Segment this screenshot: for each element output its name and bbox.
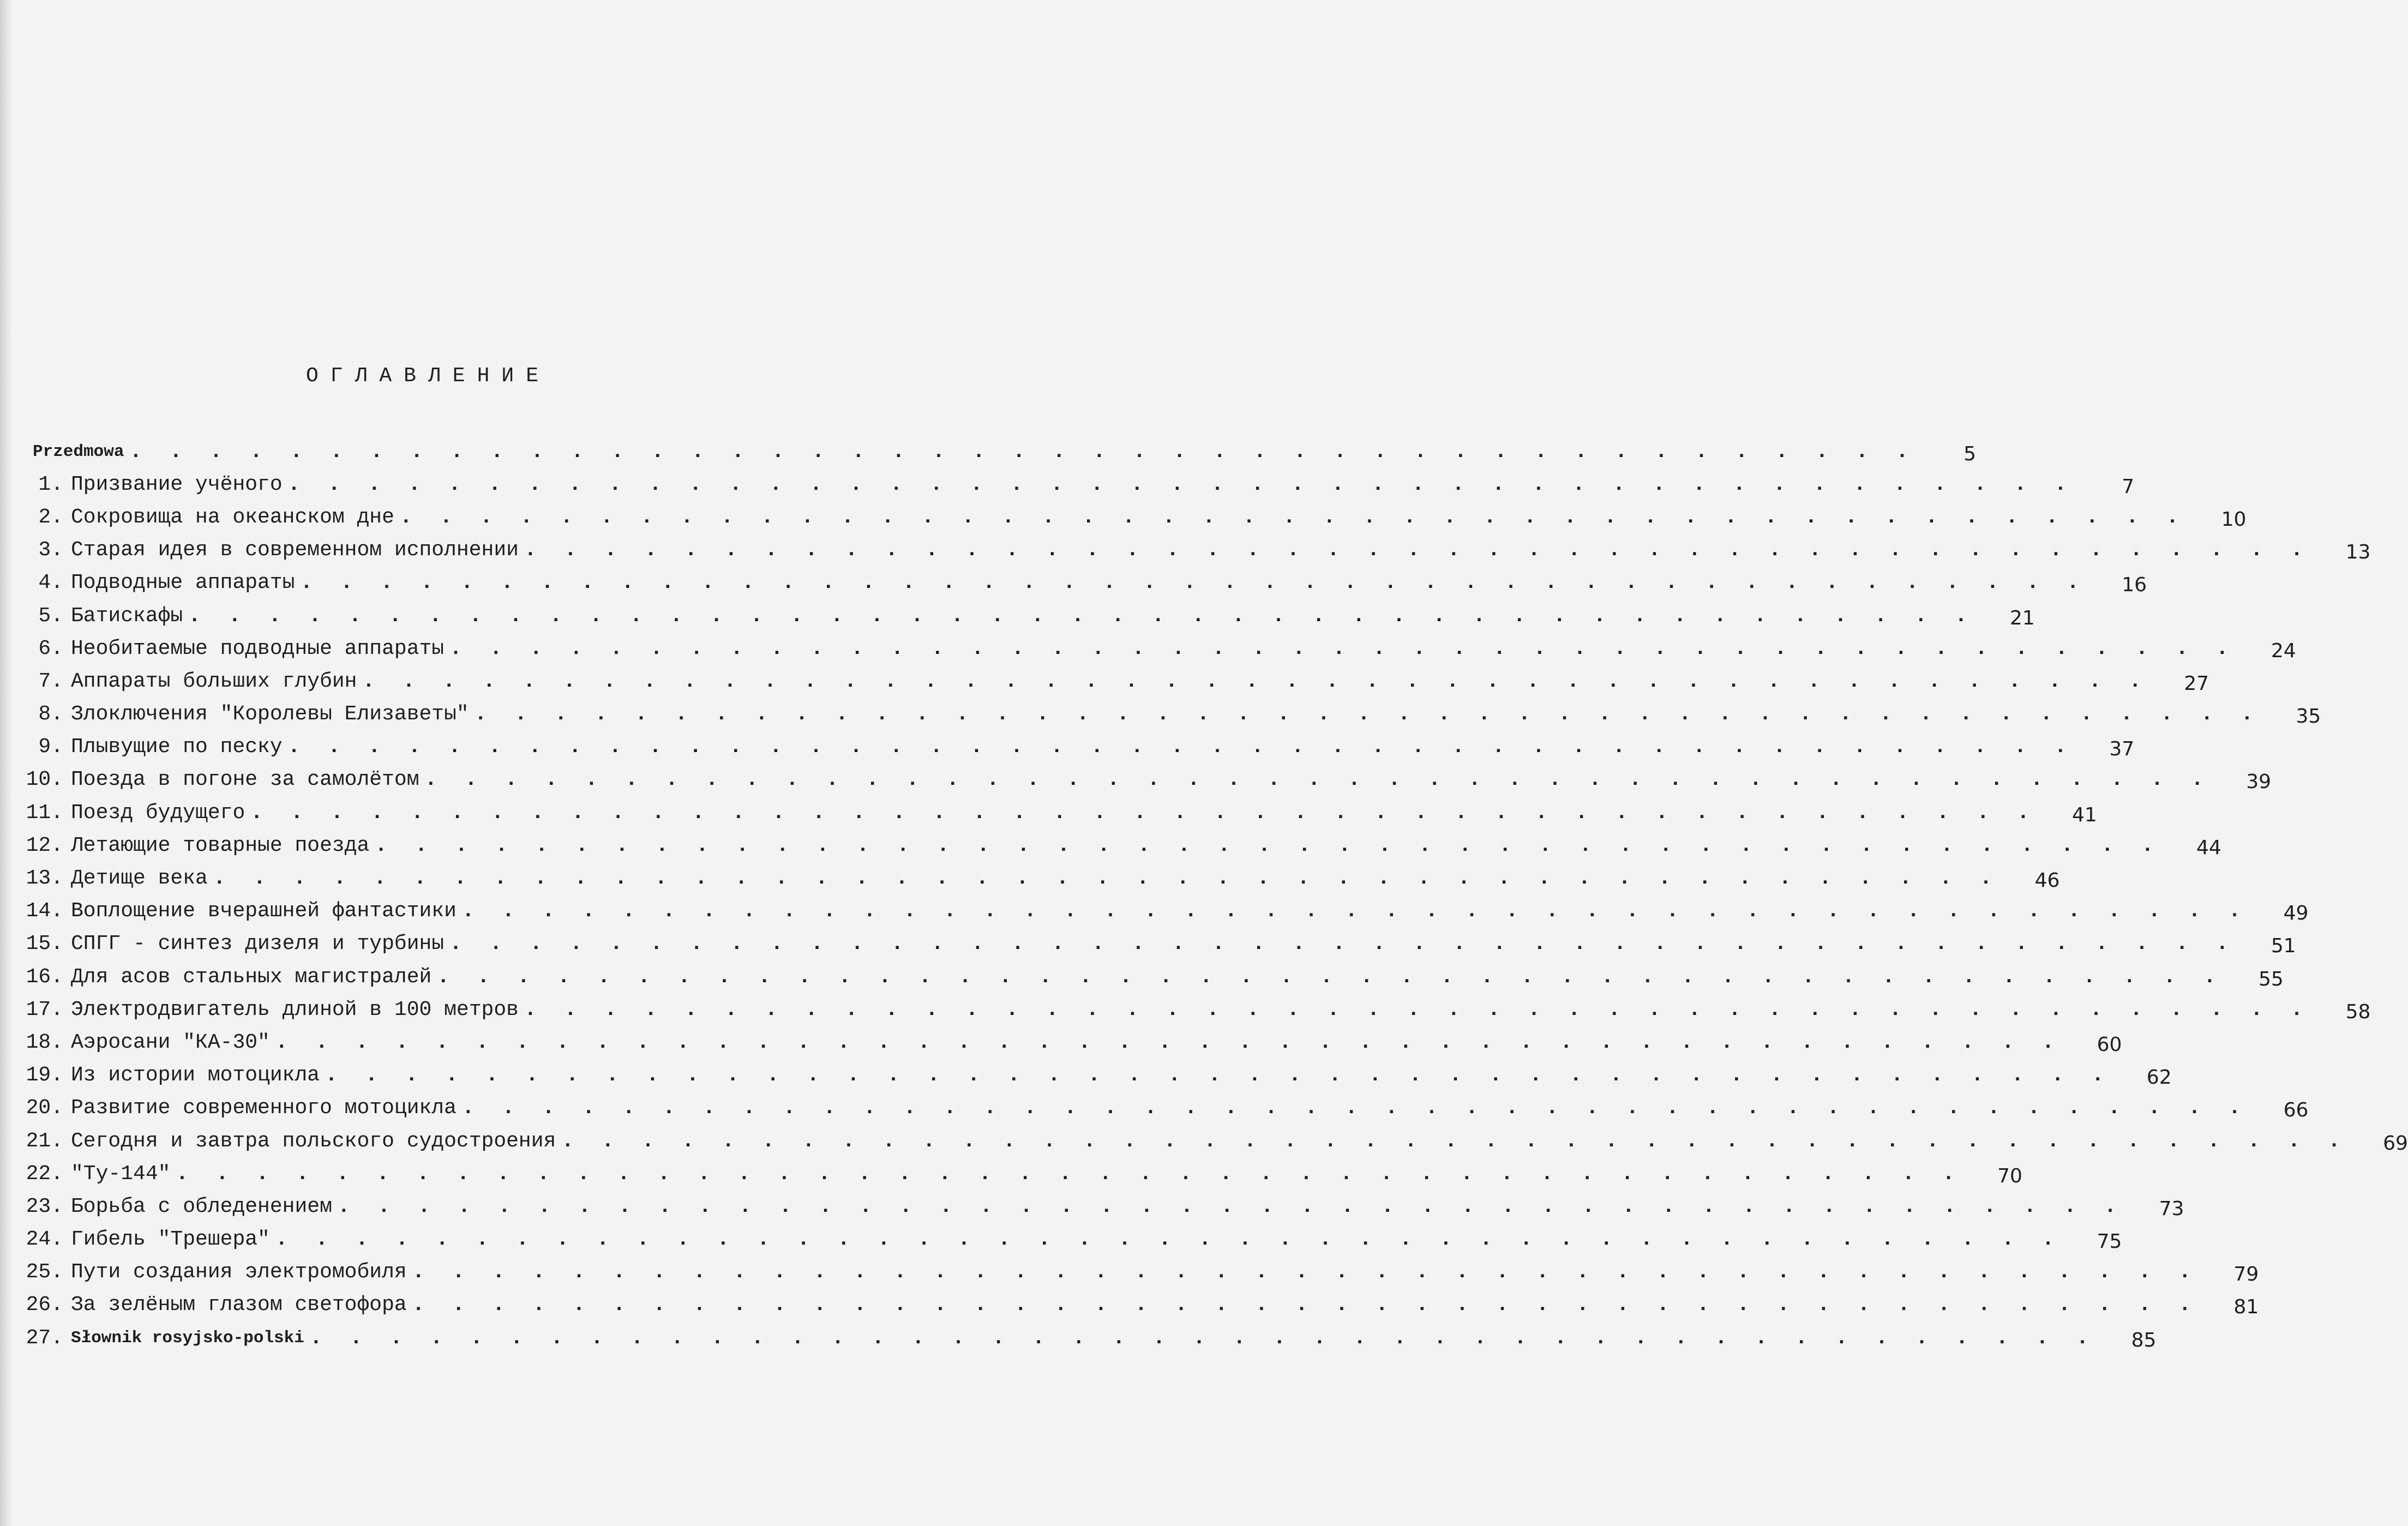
toc-row[interactable] [16,632,2296,665]
toc-page-number: 62 [2146,1066,2172,1089]
toc-title: Сокровища на океанском дне [71,505,394,529]
toc-title: Борьба с обледенением [71,1194,332,1218]
toc-row[interactable] [16,1059,2172,1092]
toc-row[interactable] [16,1026,2122,1059]
toc-row[interactable] [16,599,2035,632]
toc-title: Плывущие по песку [71,735,283,759]
toc-leader-dots: . . . . . . . . . . . . . . . . . . . . . . . . . . . . . . . . . . . . . . . . . . . . . [188,604,1975,628]
toc-number: 19. [26,1064,63,1088]
toc-number: 4. [38,571,63,595]
toc-title: Подводные аппараты [71,571,295,595]
toc-number: 8. [38,702,63,726]
toc-row[interactable] [16,731,2135,764]
toc-page-number: 13 [2345,541,2371,564]
toc-row[interactable] [16,1289,2259,1321]
toc-leader-dots: . . . . . . . . . . . . . . . . . . . . . . . . . . . . . . . . . . . . . . . . . . . . . [275,1030,2062,1054]
toc-leader-dots: . . . . . . . . . . . . . . . . . . . . . . . . . . . . . . . . . . . . . . . . . . . . . [250,801,2037,825]
toc-number: 10. [26,768,63,792]
toc-row[interactable] [16,928,2296,960]
toc-leader-dots: . . . . . . . . . . . . . . . . . . . . . . . . . . . . . . . . . . . . . . . . . . . . . [213,867,2000,891]
toc-row[interactable] [16,1092,2309,1125]
toc-title: Аэросани "КА-30" [71,1030,270,1054]
toc-number: 17. [26,998,63,1022]
toc-number: 16. [26,965,63,989]
toc-title: Необитаемые подводные аппараты [71,636,445,660]
toc-leader-dots: . . . . . . . . . . . . . . . . . . . . . . . . . . . . . . . . . . . . . . . . . . . . . [449,636,2236,660]
toc-number: 1. [38,472,63,496]
toc-title: Злоключения "Королевы Елизаветы" [71,702,469,726]
toc-row[interactable] [16,1125,2408,1157]
toc-title: Поезд будущего [71,801,245,825]
toc-number: 24. [26,1228,63,1252]
toc-row[interactable] [16,895,2309,928]
toc-page-number: 73 [2159,1197,2184,1220]
toc-page-number: 70 [1997,1164,2022,1187]
toc-leader-dots: . . . . . . . . . . . . . . . . . . . . . . . . . . . . . . . . . . . . . . . . . . . . . [524,998,2311,1022]
toc-title: Поезда в погоне за самолётом [71,768,419,792]
toc-leader-dots: . . . . . . . . . . . . . . . . . . . . . . . . . . . . . . . . . . . . . . . . . . . . . [287,735,2075,759]
toc-row[interactable] [16,993,2371,1026]
toc-title: "Ту-144" [71,1162,171,1186]
toc-page-number: 58 [2345,1000,2371,1023]
toc-number: 2. [38,505,63,529]
toc-row[interactable] [16,1256,2259,1289]
toc-number: 20. [26,1096,63,1120]
toc-row[interactable] [16,1223,2122,1256]
toc-row[interactable] [16,1190,2184,1223]
toc-leader-dots: . . . . . . . . . . . . . . . . . . . . . . . . . . . . . . . . . . . . . . . . . . . . . [309,1326,2097,1350]
toc-number: 23. [26,1194,63,1218]
toc-row[interactable] [16,534,2371,567]
toc-page-number: 79 [2233,1263,2259,1286]
toc-page-number: 5 [1963,442,1976,465]
toc-leader-dots: . . . . . . . . . . . . . . . . . . . . . . . . . . . . . . . . . . . . . . . . . . . . . [300,571,2087,595]
toc-page-number: 24 [2271,639,2296,662]
toc-leader-dots: . . . . . . . . . . . . . . . . . . . . . . . . . . . . . . . . . . . . . . . . . . . . . [412,1260,2199,1284]
toc-row[interactable] [16,567,2147,599]
toc-leader-dots: . . . . . . . . . . . . . . . . . . . . . . . . . . . . . . . . . . . . . . . . . . . . . [176,1162,1962,1186]
toc-leader-dots: . . . . . . . . . . . . . . . . . . . . . . . . . . . . . . . . . . . . . . . . . . . . . [275,1228,2062,1252]
toc-number: 18. [26,1030,63,1054]
toc-number: 3. [38,538,63,562]
toc-page-number: 44 [2196,836,2221,859]
toc-leader-dots: . . . . . . . . . . . . . . . . . . . . . . . . . . . . . . . . . . . . . . . . . . . . . [129,440,1916,464]
toc-number: 15. [26,932,63,956]
toc-row[interactable] [16,829,2221,862]
toc-row[interactable] [16,501,2247,533]
toc-page-number: 66 [2283,1099,2309,1122]
toc-page-number: 39 [2246,771,2272,794]
toc-page-number: 81 [2233,1296,2259,1319]
toc-number: 13. [26,867,63,891]
toc-page-number: 51 [2271,935,2296,958]
toc-leader-dots: . . . . . . . . . . . . . . . . . . . . . . . . . . . . . . . . . . . . . . . . . . . . . [561,1129,2348,1153]
toc-row[interactable] [16,796,2097,829]
toc-leader-dots: . . . . . . . . . . . . . . . . . . . . . . . . . . . . . . . . . . . . . . . . . . . . . [424,768,2212,792]
toc-title: Батискафы [71,604,183,628]
toc-page-number: 35 [2296,705,2321,728]
toc-title: Сегодня и завтра польского судостроения [71,1129,556,1153]
toc-number: 7. [38,669,63,693]
toc-title: Для асов стальных магистралей [71,965,432,989]
toc-leader-dots: . . . . . . . . . . . . . . . . . . . . . . . . . . . . . . . . . . . . . . . . . . . . . [437,965,2224,989]
toc-leader-dots: . . . . . . . . . . . . . . . . . . . . . . . . . . . . . . . . . . . . . . . . . . . . . [474,702,2261,726]
toc-page-number: 27 [2184,672,2209,695]
toc-page-number: 21 [2009,606,2035,629]
toc-page-number: 69 [2383,1132,2408,1155]
toc-title: Развитие современного мотоцикла [71,1096,457,1120]
toc-leader-dots: . . . . . . . . . . . . . . . . . . . . . . . . . . . . . . . . . . . . . . . . . . . . . [449,932,2236,956]
toc-row[interactable] [16,764,2272,796]
toc-page-number: 49 [2283,902,2309,925]
toc-number: 11. [26,801,63,825]
toc-page-number: 41 [2071,803,2097,826]
toc-page-number: 46 [2034,869,2060,892]
toc-page-number: 16 [2122,574,2147,597]
toc-leader-dots: . . . . . . . . . . . . . . . . . . . . . . . . . . . . . . . . . . . . . . . . . . . . . [399,505,2187,529]
toc-row[interactable] [16,468,2135,501]
toc-number: 21. [26,1129,63,1153]
toc-title: Электродвигатель длиной в 100 метров [71,998,519,1022]
toc-number: 9. [38,735,63,759]
toc-leader-dots: . . . . . . . . . . . . . . . . . . . . . . . . . . . . . . . . . . . . . . . . . . . . . [412,1293,2199,1317]
toc-page-number: 7 [2122,475,2135,498]
toc-leader-dots: . . . . . . . . . . . . . . . . . . . . . . . . . . . . . . . . . . . . . . . . . . . . . [375,833,2161,857]
toc-leader-dots: . . . . . . . . . . . . . . . . . . . . . . . . . . . . . . . . . . . . . . . . . . . . . [287,472,2075,496]
toc-number: 25. [26,1260,63,1284]
toc-number: 5. [38,604,63,628]
toc-row[interactable] [16,960,2284,993]
toc-number: 12. [26,833,63,857]
toc-row[interactable] [16,1157,2022,1190]
toc-title: Аппараты больших глубин [71,669,357,693]
toc-title: СПГГ - синтез дизеля и турбины [71,932,445,956]
toc-title: Летающие товарные поезда [71,833,370,857]
toc-number: 14. [26,899,63,923]
toc-leader-dots: . . . . . . . . . . . . . . . . . . . . . . . . . . . . . . . . . . . . . . . . . . . . . [461,899,2249,923]
toc-leader-dots: . . . . . . . . . . . . . . . . . . . . . . . . . . . . . . . . . . . . . . . . . . . . . [325,1064,2112,1088]
toc-leader-dots: . . . . . . . . . . . . . . . . . . . . . . . . . . . . . . . . . . . . . . . . . . . . . [461,1096,2249,1120]
table-of-contents [16,435,2408,1354]
toc-row[interactable] [16,1321,2157,1354]
toc-title: Из истории мотоцикла [71,1064,320,1088]
toc-title: Воплощение вчерашней фантастики [71,899,457,923]
page-title: ОГЛАВЛЕНИЕ [305,364,551,388]
toc-title: Słownik rosyjsko-polski [71,1328,304,1348]
toc-page-number: 60 [2097,1033,2122,1056]
toc-page-number: 75 [2097,1230,2122,1253]
toc-row[interactable] [16,698,2321,731]
toc-leader-dots: . . . . . . . . . . . . . . . . . . . . . . . . . . . . . . . . . . . . . . . . . . . . . [337,1194,2124,1218]
toc-title: Пути создания электромобиля [71,1260,407,1284]
toc-leader-dots: . . . . . . . . . . . . . . . . . . . . . . . . . . . . . . . . . . . . . . . . . . . . . [524,538,2311,562]
toc-page-number: 37 [2109,738,2135,761]
toc-row[interactable] [16,862,2060,894]
toc-title: Призвание учёного [71,472,283,496]
toc-title: Старая идея в современном исполнении [71,538,519,562]
toc-number: 6. [38,636,63,660]
toc-number: 26. [26,1293,63,1317]
toc-title: Przedmowa [33,442,124,461]
toc-title: Детище века [71,867,208,891]
toc-title: За зелёным глазом светофора [71,1293,407,1317]
toc-leader-dots: . . . . . . . . . . . . . . . . . . . . . . . . . . . . . . . . . . . . . . . . . . . . . [362,669,2149,693]
toc-row[interactable] [16,665,2209,698]
page-edge-shadow [0,0,12,1526]
toc-title: Гибель "Трешера" [71,1228,270,1252]
toc-row-preface[interactable] [16,435,1976,468]
toc-number: 22. [26,1162,63,1186]
toc-page-number: 10 [2221,508,2247,531]
toc-number: 27. [26,1326,63,1350]
toc-page-number: 85 [2131,1329,2157,1351]
toc-page-number: 55 [2259,968,2284,990]
